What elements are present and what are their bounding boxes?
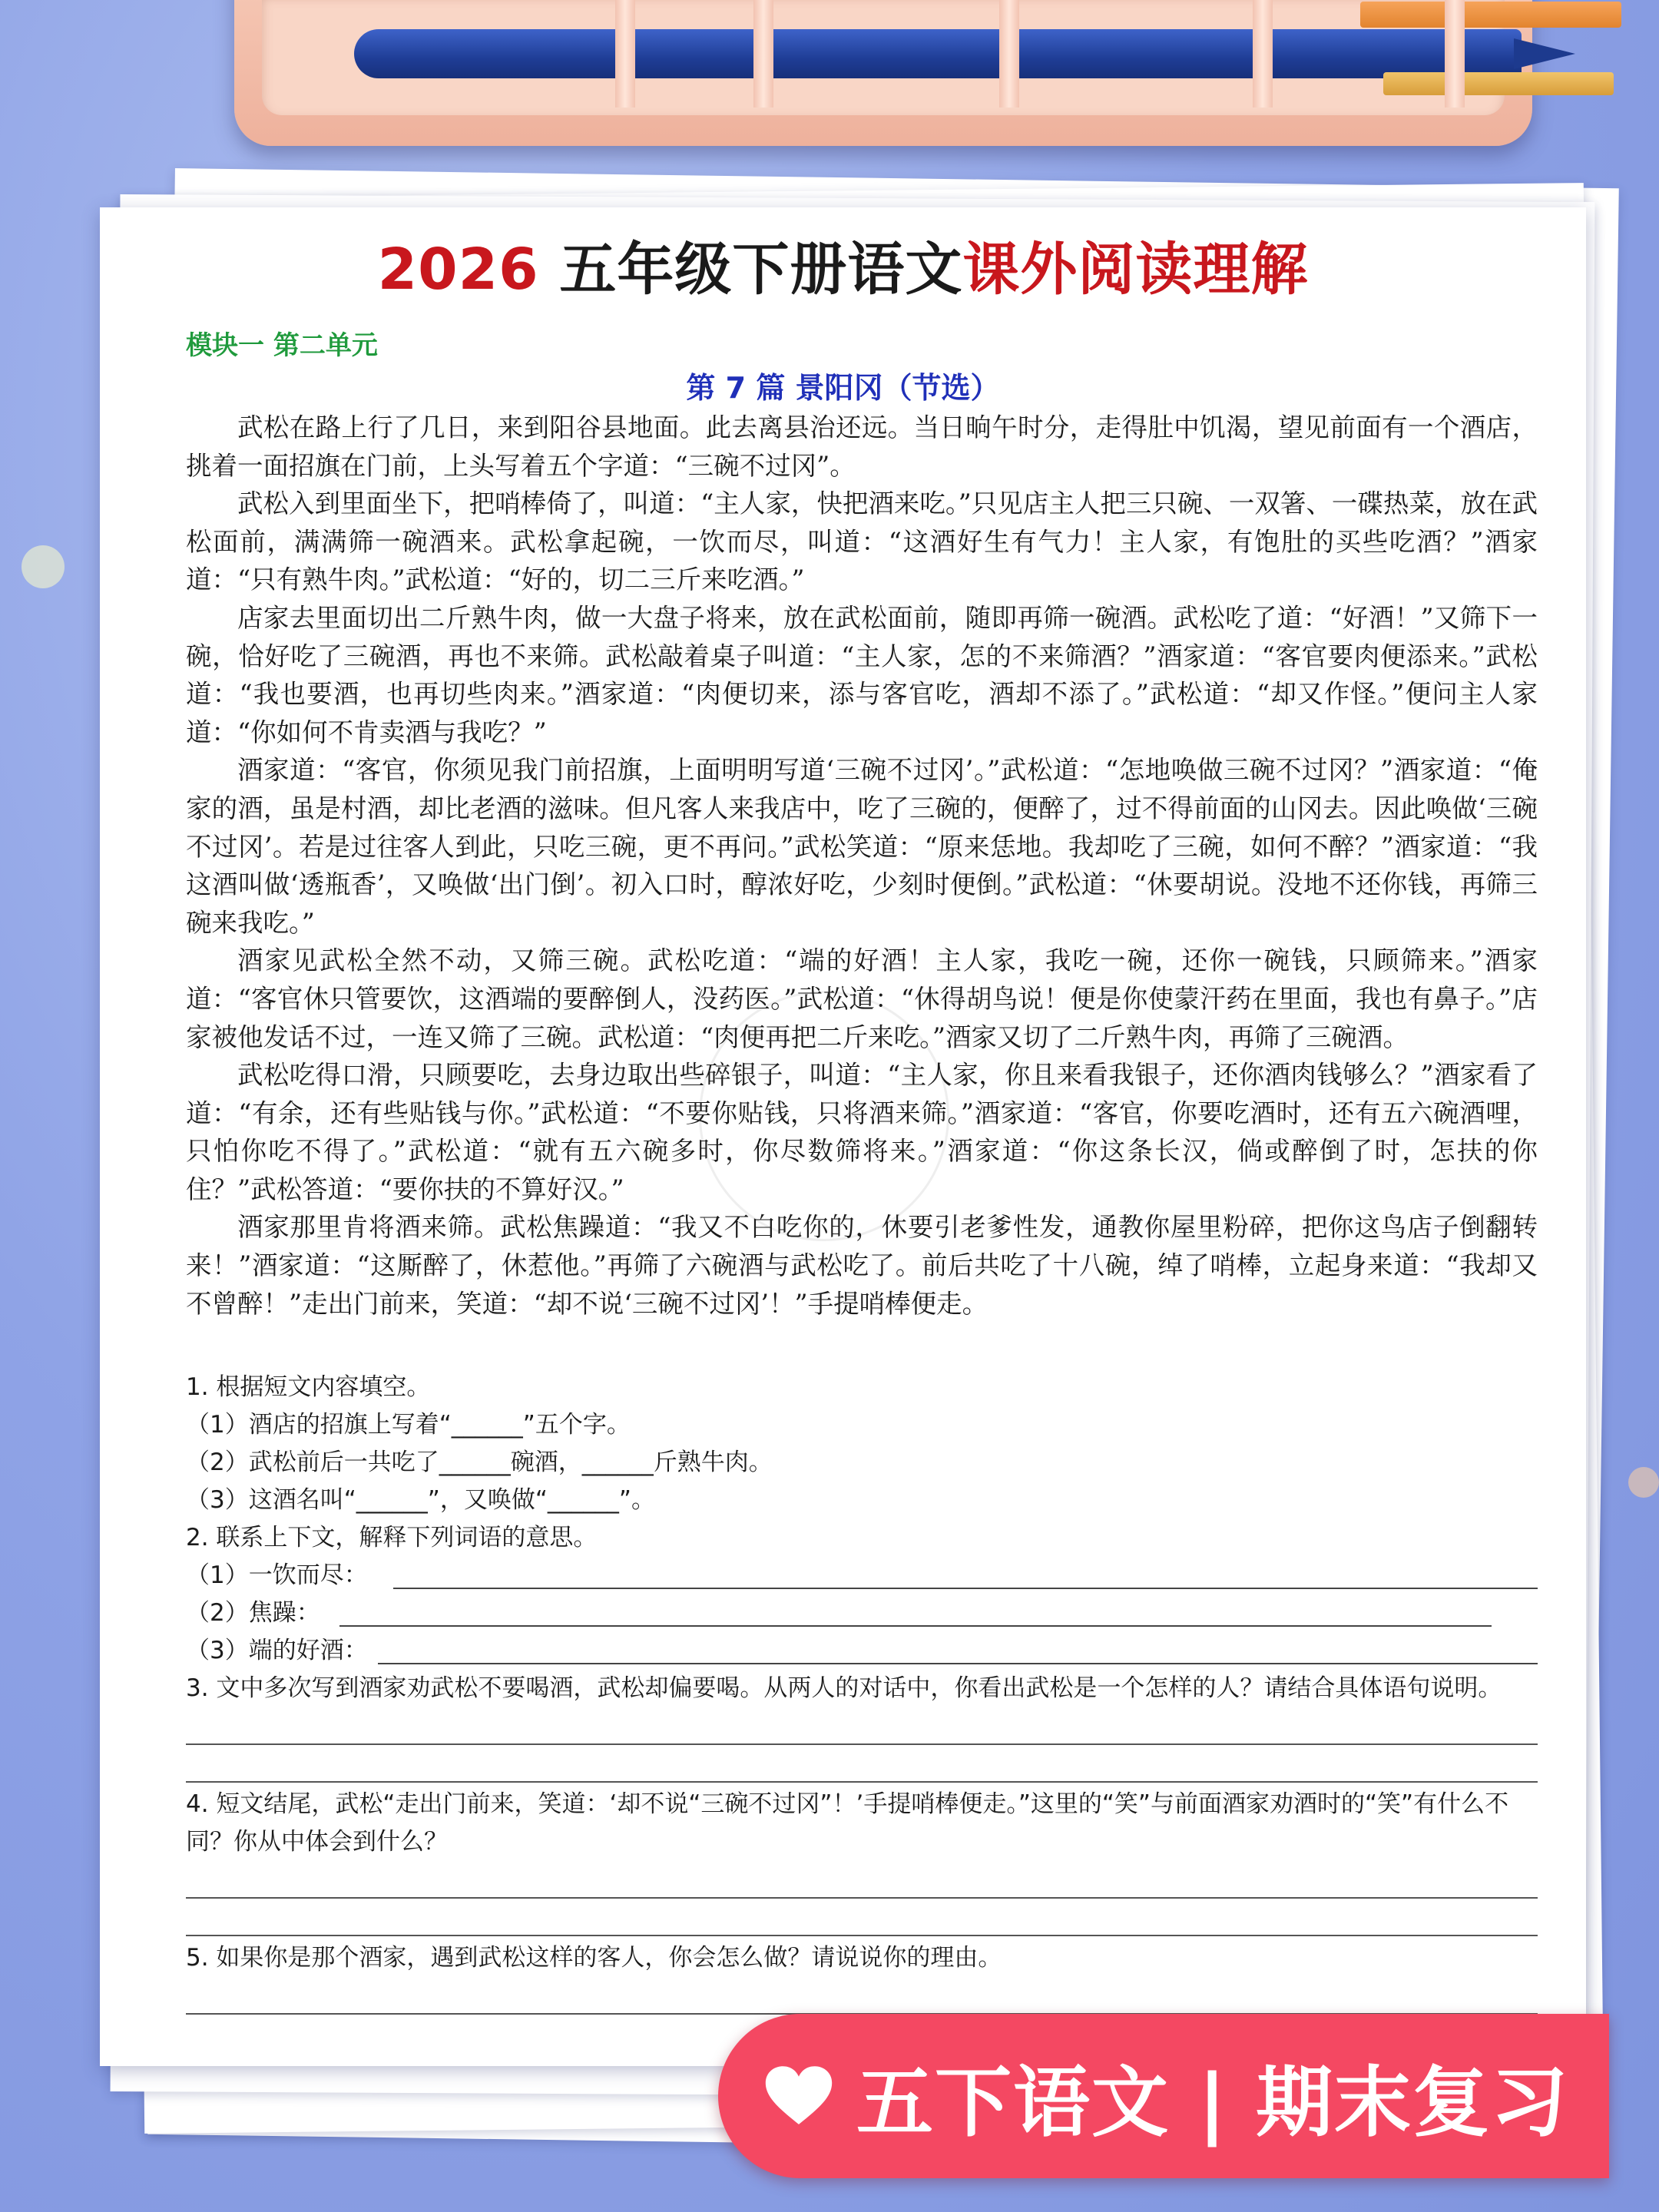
question-1-3: （3）这酒名叫“______”，又唤做“______”。 bbox=[186, 1486, 655, 1514]
title-accent: 课外阅读理解 bbox=[962, 237, 1309, 303]
answer-line[interactable] bbox=[186, 1745, 1538, 1783]
page-title bbox=[100, 224, 1586, 306]
paragraph: 酒家道：“客官，你须见我门前招旗，上面明明写道‘三碗不过冈’。”武松道：“怎地唤做三碗不过冈？”酒家道：“俺家的酒，虽是村酒，却比老酒的滋味。但凡客人来我店中，吃了三碗的，便醉了，过不得前面的山冈去。因此唤做‘三碗不过冈’。若是过往客人到此，只吃三碗，更不再问。”武松笑道：“原来恁地。我却吃了三碗，如何不醉？”酒家道：“我这酒叫做‘透瓶香’，又唤做‘出门倒’。初入口时，醇浓好吃，少刻时便倒。”武松道：“休要胡说。没地不还你钱，再筛三碗来我吃。” bbox=[186, 755, 1538, 938]
bokeh-light bbox=[1628, 1467, 1659, 1498]
answer-line[interactable] bbox=[186, 1977, 1538, 2015]
passage-title: 第 7 篇 景阳冈（节选） bbox=[686, 371, 1000, 405]
pencil-case-tray bbox=[262, 0, 1505, 115]
module-label: 模块一 第二单元 bbox=[186, 330, 378, 361]
answer-line[interactable] bbox=[339, 1625, 1492, 1627]
tray-divider bbox=[1445, 0, 1465, 108]
bokeh-light bbox=[22, 545, 65, 588]
tray-divider bbox=[1253, 0, 1273, 108]
paragraph: 店家去里面切出二斤熟牛肉，做一大盘子将来，放在武松面前，随即再筛一碗酒。武松吃了道：“好酒！”又筛下一碗，恰好吃了三碗酒，再也不来筛。武松敲着桌子叫道：“主人家，怎的不来筛酒？”酒家道：“客官要肉便添来。”武松道：“我也要酒，也再切些肉来。”酒家道：“肉便切来，添与客官吃，酒却不添了。”武松道：“却又作怪。”便问主人家道：“你如何不肯卖酒与我吃？” bbox=[186, 602, 1538, 747]
orange-pencil bbox=[1360, 2, 1621, 28]
paragraph: 武松在路上行了几日，来到阳谷县地面。此去离县治还远。当日晌午时分，走得肚中饥渴，望见前面有一个酒店，挑着一面招旗在门前，上头写着五个字道：“三碗不过冈”。 bbox=[186, 412, 1538, 481]
heart-icon bbox=[764, 2065, 833, 2128]
answer-line[interactable] bbox=[186, 1861, 1538, 1899]
question-2-1: （1）一饮而尽： bbox=[186, 1561, 368, 1589]
question-2-3-row bbox=[186, 1632, 1538, 1670]
pencil-case bbox=[234, 0, 1532, 146]
question-2-3: （3）端的好酒： bbox=[186, 1637, 368, 1664]
tray-divider bbox=[753, 0, 773, 108]
paragraph: 武松入到里面坐下，把哨棒倚了，叫道：“主人家，快把酒来吃。”只见店主人把三只碗、一双箸、一碟热菜，放在武松面前，满满筛一碗酒来。武松拿起碗，一饮而尽，叫道：“这酒好生有气力！主人家，有饱肚的买些吃酒？”酒家道：“只有熟牛肉。”武松道：“好的，切二三斤来吃酒。” bbox=[186, 488, 1538, 595]
tray-divider bbox=[615, 0, 635, 108]
answer-line[interactable] bbox=[393, 1588, 1538, 1589]
question-5: 5. 如果你是那个酒家，遇到武松这样的客人，你会怎么做？请说说你的理由。 bbox=[186, 1944, 1002, 1972]
answer-line[interactable] bbox=[186, 1707, 1538, 1745]
question-1: 1. 根据短文内容填空。 bbox=[186, 1373, 431, 1401]
title-main: 五年级下册语文 bbox=[538, 237, 963, 303]
question-2-2: （2）焦躁： bbox=[186, 1599, 320, 1627]
promo-badge bbox=[718, 2014, 1609, 2178]
question-2-1-row bbox=[186, 1557, 1538, 1594]
passage-text bbox=[186, 409, 1538, 1323]
blue-pen bbox=[354, 29, 1522, 78]
question-1-1: （1）酒店的招旗上写着“______”五个字。 bbox=[186, 1411, 631, 1439]
question-2-2-row bbox=[186, 1594, 1538, 1632]
question-4: 4. 短文结尾，武松“走出门前来，笑道：‘却不说“三碗不过冈”！’手提哨棒便走。”这里的“笑”与前面酒家劝酒时的“笑”有什么不同？你从中体会到什么？ bbox=[186, 1790, 1509, 1856]
answer-line[interactable] bbox=[378, 1663, 1538, 1664]
worksheet-page bbox=[100, 207, 1586, 2066]
answer-line[interactable] bbox=[186, 1899, 1538, 1936]
paragraph: 酒家那里肯将酒来筛。武松焦躁道：“我又不白吃你的，休要引老爹性发，通教你屋里粉碎，把你这鸟店子倒翻转来！”酒家道：“这厮醉了，休惹他。”再筛了六碗酒与武松吃了。前后共吃了十八碗，绰了哨棒，立起身来道：“我却又不曾醉！”走出门前来，笑道：“却不说‘三碗不过冈’！”手提哨棒便走。 bbox=[186, 1212, 1538, 1319]
question-1-2: （2）武松前后一共吃了______碗酒，______斤熟牛肉。 bbox=[186, 1449, 773, 1476]
question-2: 2. 联系上下文，解释下列词语的意思。 bbox=[186, 1524, 598, 1551]
paragraph: 酒家见武松全然不动，又筛三碗。武松吃道：“端的好酒！主人家，我吃一碗，还你一碗钱，只顾筛来。”酒家道：“客官休只管要饮，这酒端的要醉倒人，没药医。”武松道：“休得胡鸟说！便是你使蒙汗药在里面，我也有鼻子。”店家被他发话不过，一连又筛了三碗。武松道：“肉便再把二斤来吃。”酒家又切了二斤熟牛肉，再筛了三碗酒。 bbox=[186, 945, 1538, 1052]
tray-divider bbox=[999, 0, 1019, 108]
yellow-pencil bbox=[1383, 72, 1614, 95]
questions-section bbox=[186, 1369, 1538, 2015]
badge-text: 五下语文 | 期末复习 bbox=[856, 2058, 1570, 2147]
paragraph: 武松吃得口滑，只顾要吃，去身边取出些碎银子，叫道：“主人家，你且来看我银子，还你酒肉钱够么？”酒家看了道：“有余，还有些贴钱与你。”武松道：“不要你贴钱，只将酒来筛。”酒家道：“客官，你要吃酒时，还有五六碗酒哩，只怕你吃不得了。”武松道：“就有五六碗多时，你尽数筛将来。”酒家道：“你这条长汉，倘或醉倒了时，怎扶的你住？”武松答道：“要你扶的不算好汉。” bbox=[186, 1060, 1538, 1204]
title-year: 2026 bbox=[377, 237, 539, 303]
question-3: 3. 文中多次写到酒家劝武松不要喝酒，武松却偏要喝。从两人的对话中，你看出武松是一个怎样的人？请结合具体语句说明。 bbox=[186, 1674, 1502, 1702]
